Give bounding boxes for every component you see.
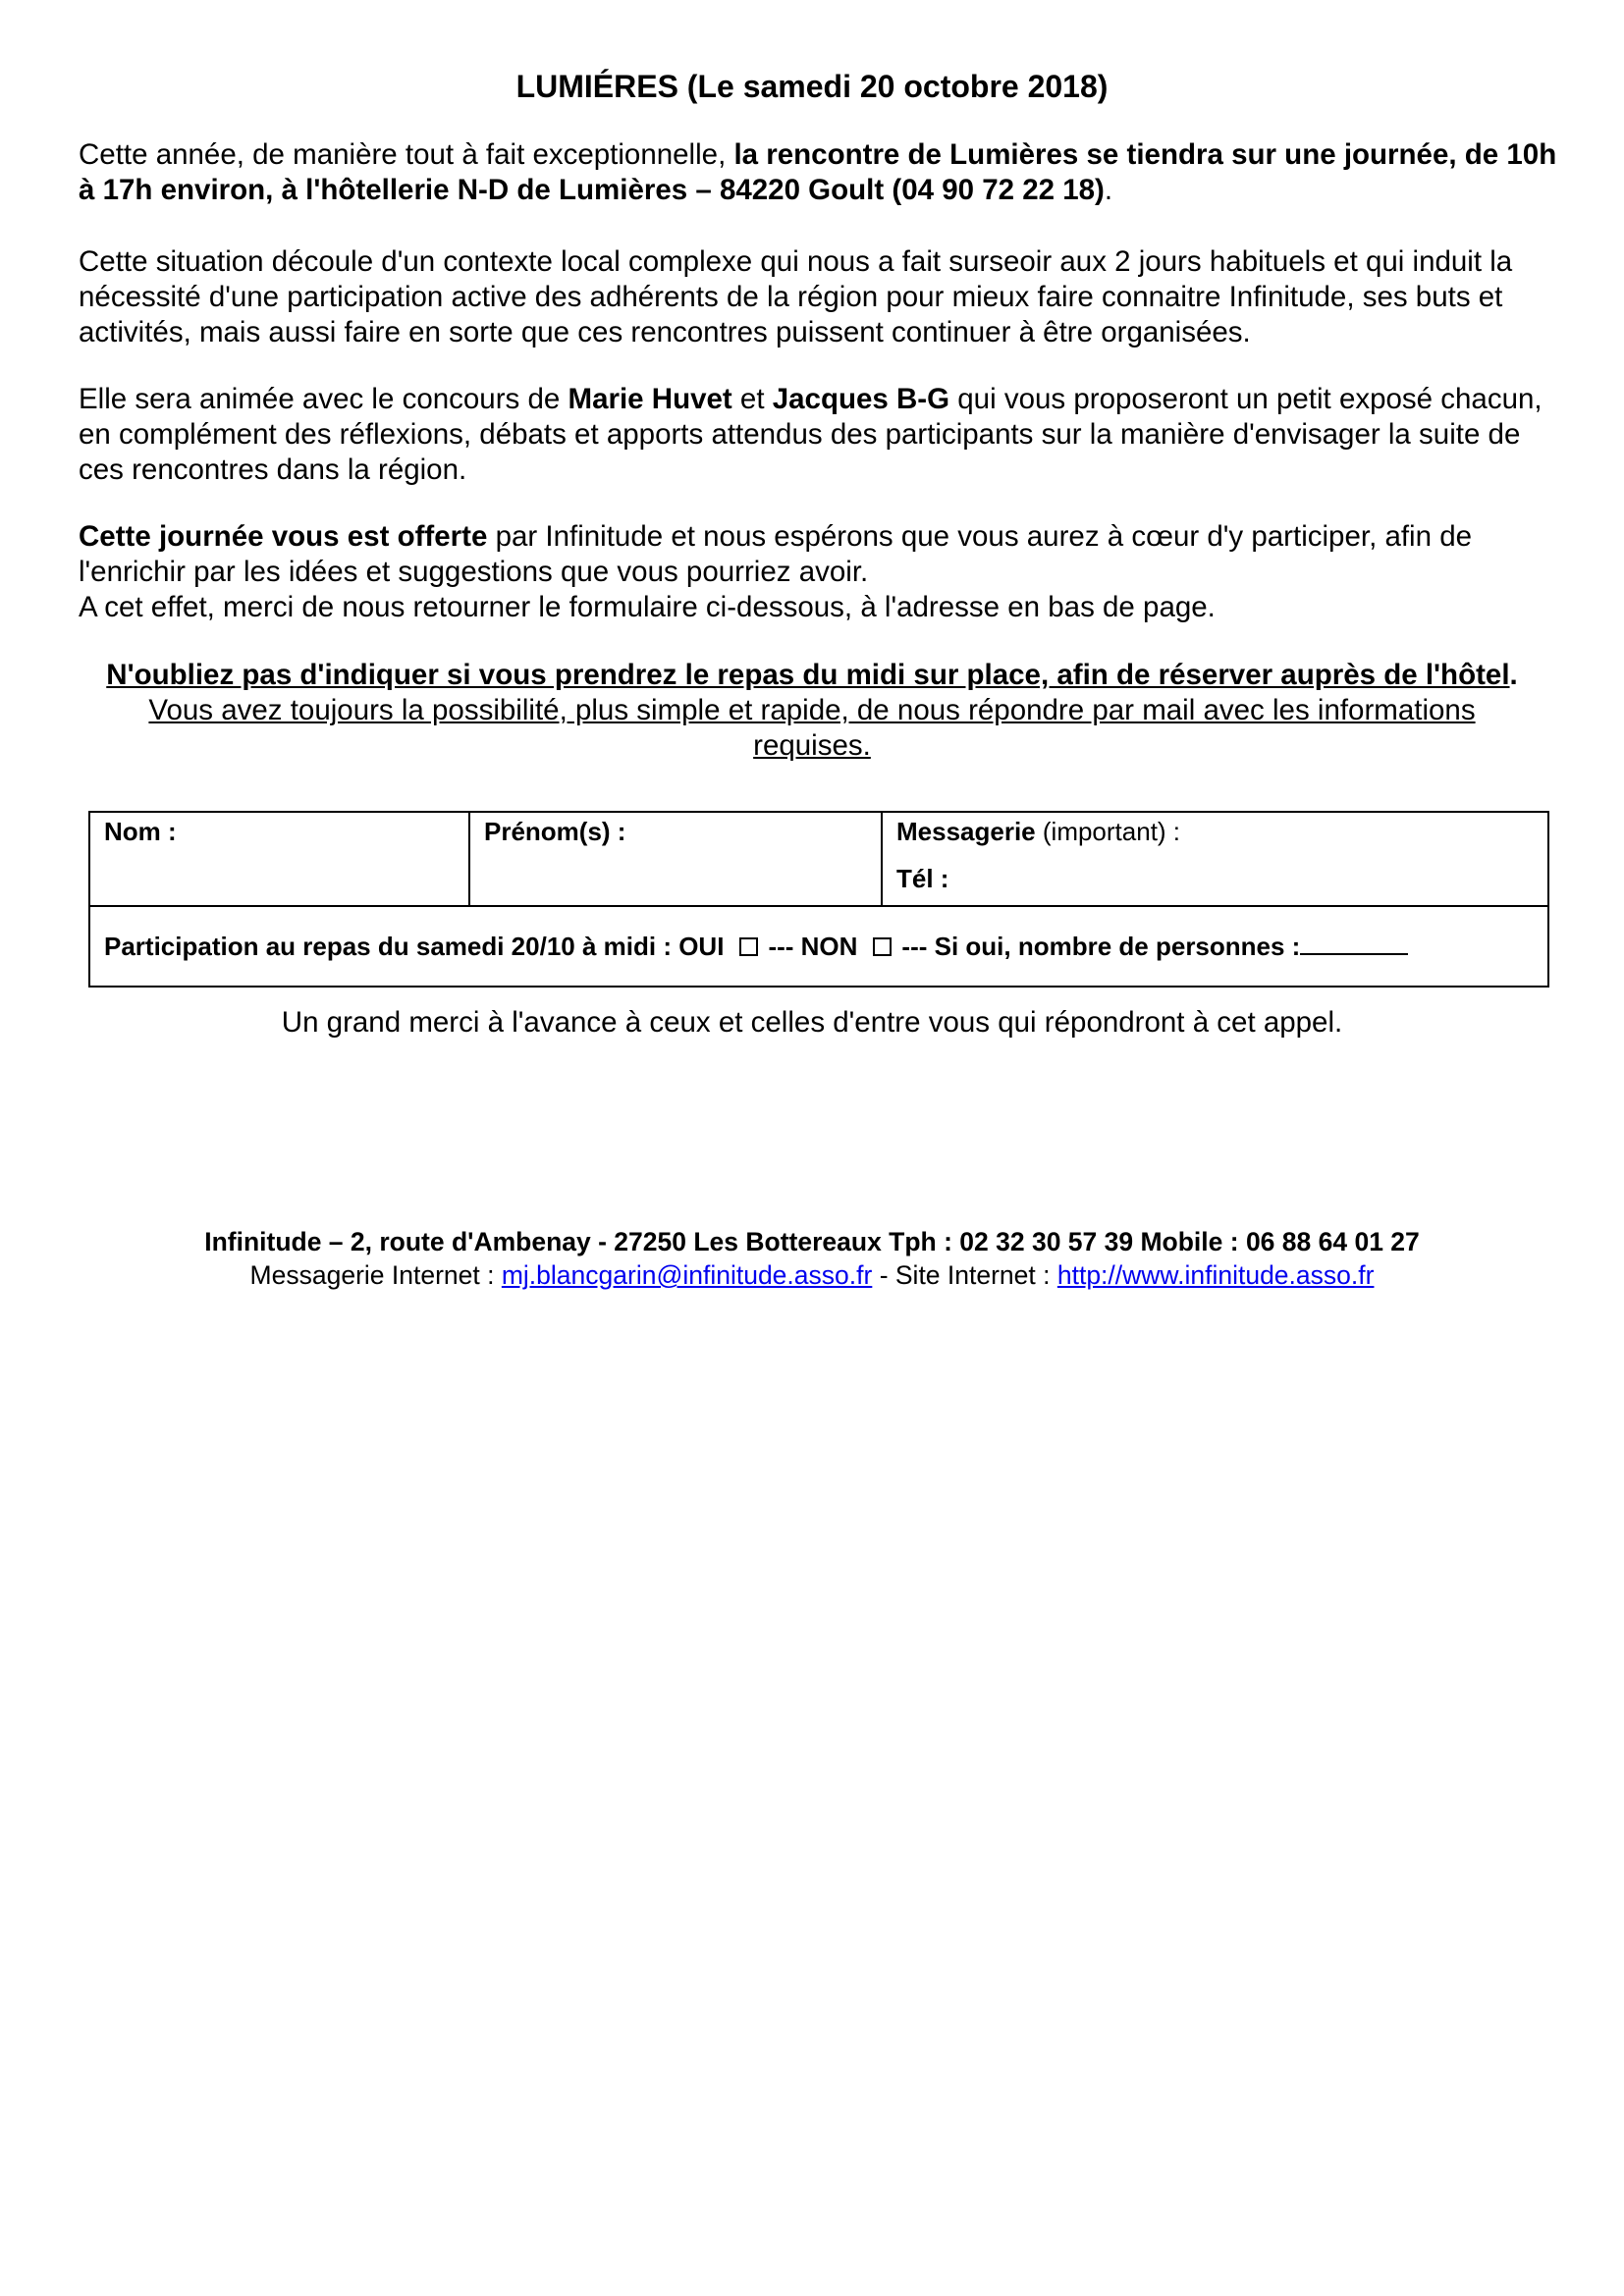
offer-text: par Infinitude et nous espérons que vous aurez à cœur d'y participer, afin de l'enrichir par les idées et suggestions que vous pourriez avoir.: [79, 520, 1473, 588]
messagerie-label-text: Messagerie: [896, 817, 1036, 846]
thanks-line: Un grand merci à l'avance à ceux et celles d'entre vous qui répondront à cet appel.: [281, 1006, 1343, 1039]
email-link[interactable]: mj.blancgarin@infinitude.asso.fr: [501, 1260, 873, 1290]
page-title: LUMIÉRES (Le samedi 20 octobre 2018): [515, 69, 1109, 104]
nom-label: Nom :: [104, 817, 177, 846]
form-row-identity: [90, 813, 1547, 907]
non-label: --- NON: [768, 932, 858, 961]
speaker-name-2: Jacques B-G: [772, 383, 950, 415]
contact-field[interactable]: [883, 813, 1547, 905]
intro-bold-text: la rencontre de Lumières se tiendra sur une journée, de 10h à 17h environ, à l'hôtellerie N-D de Lumières – 84220 Goult (04 90 72 22 18): [79, 138, 1557, 206]
persons-count-field[interactable]: [1300, 932, 1408, 955]
form-row-meal: [90, 907, 1547, 986]
speaker-name-1: Marie Huvet: [568, 383, 732, 415]
speakers-paragraph: [79, 382, 1571, 488]
meal-notice: [59, 658, 1565, 764]
prenom-field[interactable]: [470, 813, 883, 905]
footer: [0, 1225, 1624, 1292]
oui-checkbox[interactable]: [739, 937, 758, 956]
footer-site-label: - Site Internet :: [872, 1260, 1057, 1290]
prenom-label: Prénom(s) :: [484, 817, 626, 846]
meal-notice-period: .: [1509, 659, 1518, 691]
intro-text: Cette année, de manière tout à fait exceptionnelle,: [79, 138, 734, 171]
meal-notice-strong: N'oubliez pas d'indiquer si vous prendrez le repas du midi sur place, afin de réserver auprès de l'hôtel: [106, 659, 1510, 691]
intro-end: .: [1104, 174, 1113, 206]
nom-field[interactable]: [90, 813, 470, 905]
registration-form: [88, 811, 1549, 988]
offer-bold-text: Cette journée vous est offerte: [79, 520, 488, 553]
non-checkbox[interactable]: [873, 937, 892, 956]
speakers-text-a: Elle sera animée avec le concours de: [79, 383, 568, 415]
speakers-text-c: qui vous proposeront un petit exposé chacun, en complément des réflexions, débats et apports attendus des participants sur la manière d'envisager la suite de ces rencontres dans la région.: [79, 383, 1543, 486]
messagerie-important: (important) :: [1035, 817, 1181, 846]
repas-label: Participation au repas du samedi 20/10 à midi : OUI: [104, 932, 725, 961]
offer-paragraph: [79, 519, 1571, 625]
footer-mail-label: Messagerie Internet :: [249, 1260, 502, 1290]
offer-return-text: A cet effet, merci de nous retourner le formulaire ci-dessous, à l'adresse en bas de page.: [79, 591, 1216, 623]
messagerie-label: [896, 815, 1547, 848]
speakers-text-b: et: [731, 383, 773, 415]
meal-notice-sub: Vous avez toujours la possibilité, plus simple et rapide, de nous répondre par mail avec les informations requises.: [148, 694, 1476, 762]
context-paragraph: Cette situation découle d'un contexte local complexe qui nous a fait surseoir aux 2 jours habituels et qui induit la nécessité d'une participation active des adhérents de la région pour mieux faire connaitre Infinitude, ses buts et activités, mais aussi faire en sorte que ces rencontres puissent continuer à être organisées.: [79, 245, 1513, 348]
footer-address: Infinitude – 2, route d'Ambenay - 27250 Les Bottereaux Tph : 02 32 30 57 39 Mobile : 06 88 64 01 27: [204, 1227, 1420, 1256]
persons-label: --- Si oui, nombre de personnes :: [901, 932, 1301, 961]
footer-contact-line: [250, 1260, 1375, 1290]
intro-paragraph: [79, 137, 1571, 208]
tel-label: Tél :: [896, 864, 949, 893]
website-link[interactable]: http://www.infinitude.asso.fr: [1056, 1260, 1375, 1290]
